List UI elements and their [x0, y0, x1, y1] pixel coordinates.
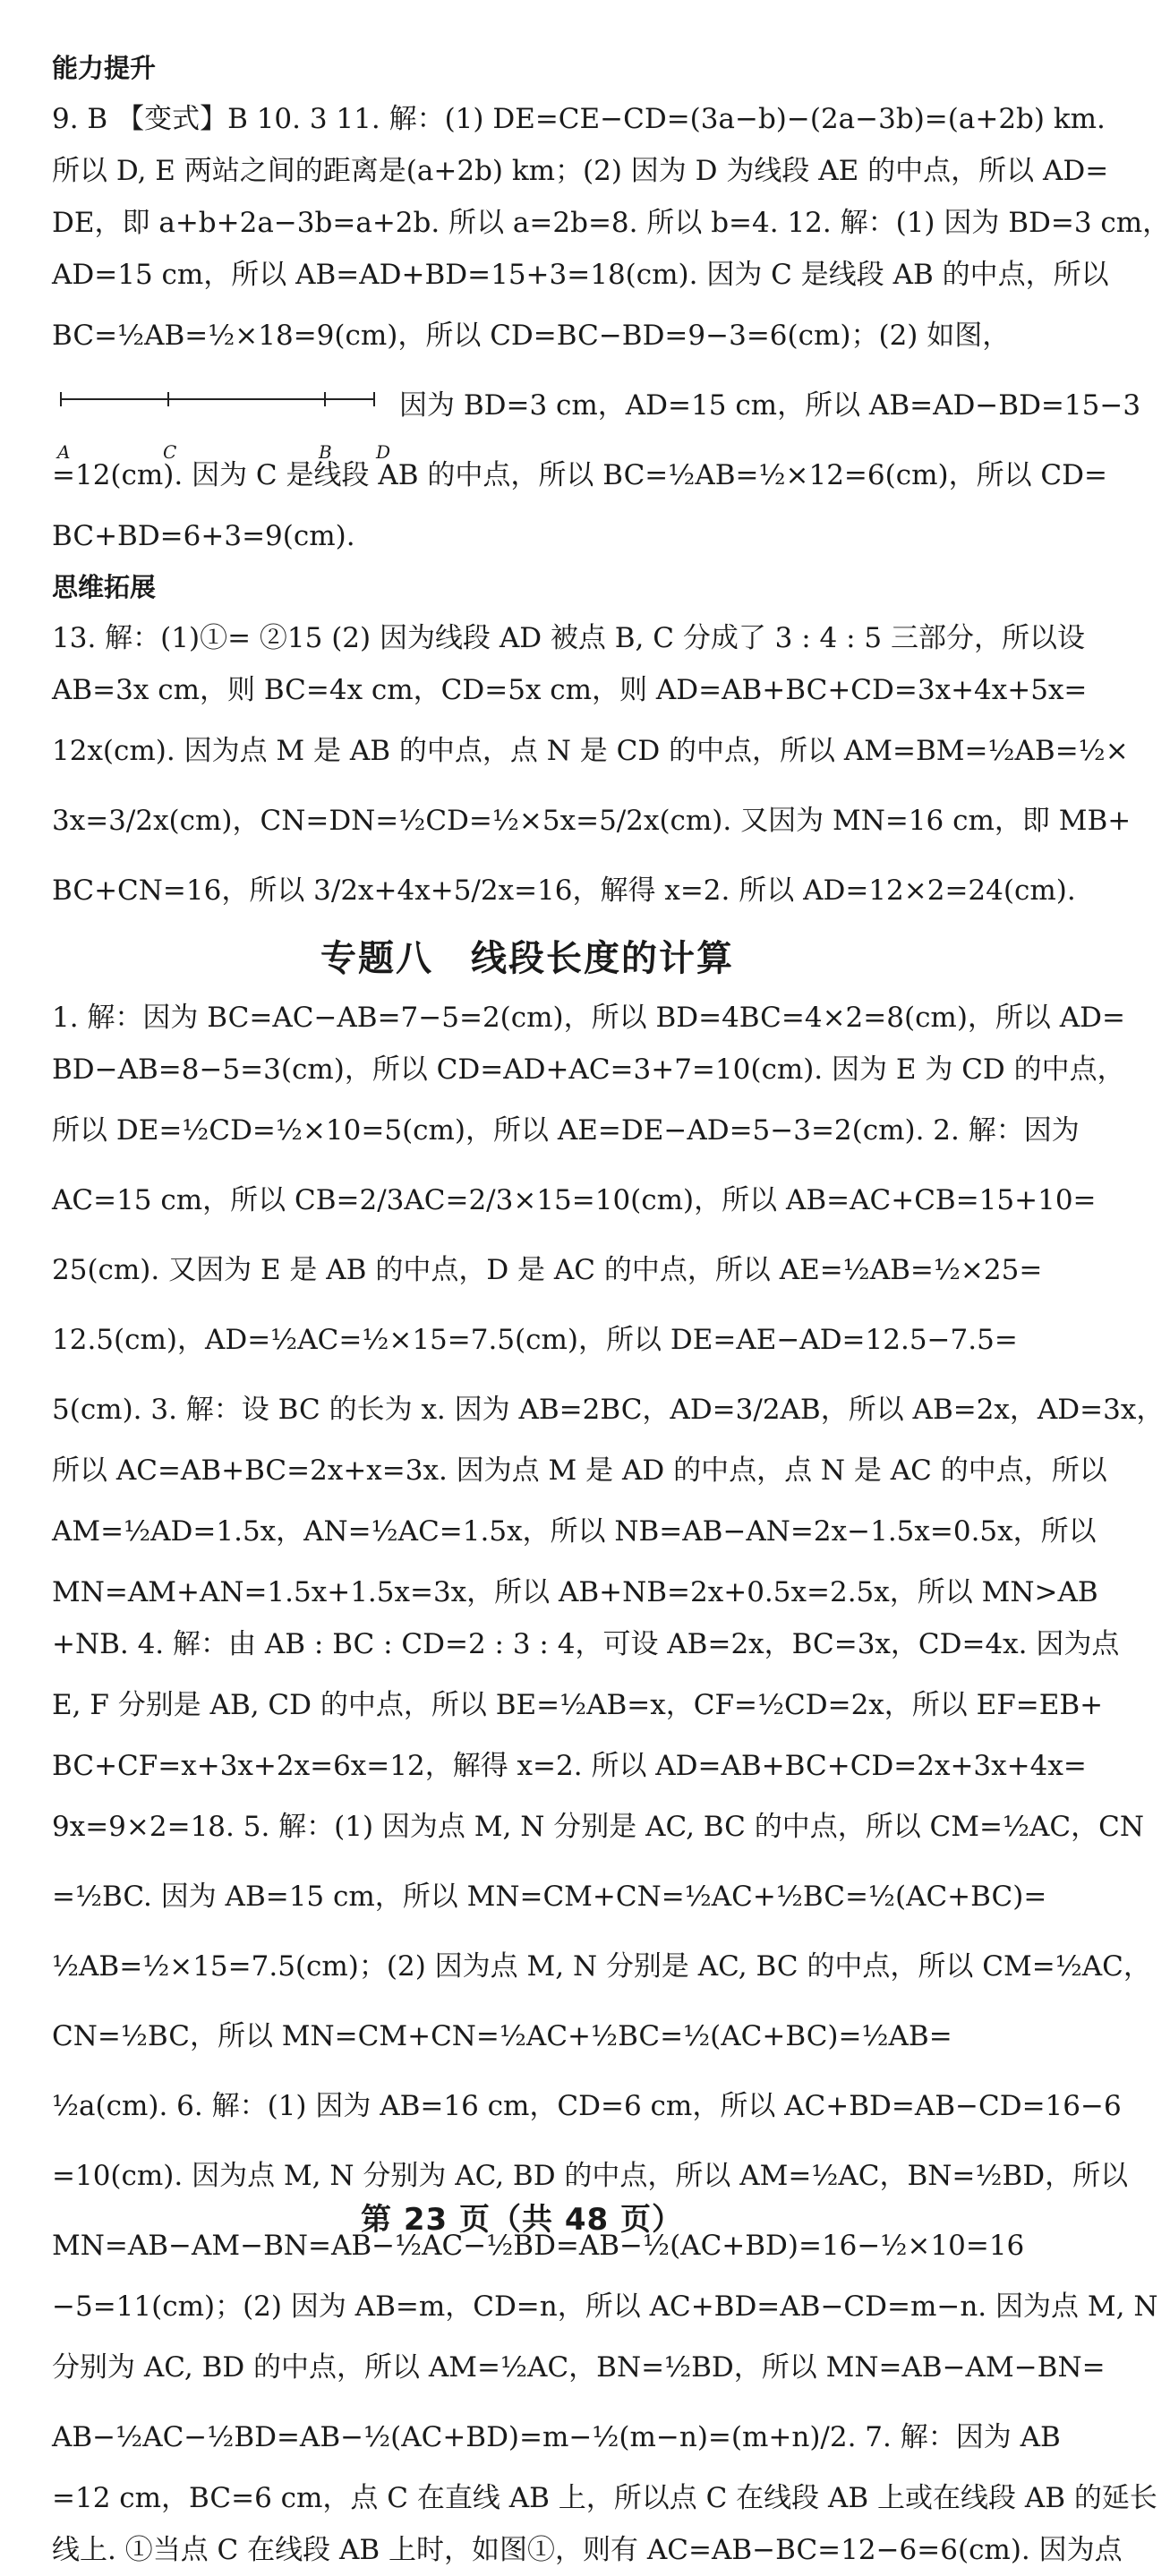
label-b: B	[319, 441, 332, 463]
text-line: AM=½AD=1.5x，AN=½AC=1.5x，所以 NB=AB−AN=2x−1.5x=0.5x，所以	[52, 1515, 1097, 1548]
topic-title: 专题八 线段长度的计算	[320, 938, 734, 979]
text-line: ½a(cm). 6. 解：(1) 因为 AB=16 cm，CD=6 cm，所以 AC+BD=AB−CD=16−6	[52, 2090, 1122, 2122]
text-line: =½BC. 因为 AB=15 cm，所以 MN=CM+CN=½AC+½BC=½(AC+BC)=	[52, 1881, 1047, 1913]
text-line: 9x=9×2=18. 5. 解：(1) 因为点 M, N 分别是 AC, BC 的中点，所以 CM=½AC，CN	[52, 1811, 1144, 1843]
text-line: MN=AB−AM−BN=AB−½AC−½BD=AB−½(AC+BD)=16−½×10=16	[52, 2230, 1025, 2262]
label-c: C	[163, 441, 177, 463]
label-a: A	[57, 441, 71, 463]
text-line: BC+BD=6+3=9(cm).	[52, 520, 355, 552]
page-footer: 第 23 页（共 48 页）	[361, 2202, 683, 2238]
text-line: =12(cm). 因为 C 是线段 AB 的中点，所以 BC=½AB=½×12=6(cm)，所以 CD=	[52, 459, 1107, 491]
text-line: BC+CF=x+3x+2x=6x=12，解得 x=2. 所以 AD=AB+BC+CD=2x+3x+4x=	[52, 1750, 1087, 1782]
section-heading: 能力提升	[52, 53, 157, 83]
segment-figure	[52, 371, 1141, 463]
text-line: AB−½AC−½BD=AB−½(AC+BD)=m−½(m−n)=(m+n)/2. 7. 解：因为 AB	[52, 2421, 1061, 2453]
text-line: 3x=3/2x(cm)，CN=DN=½CD=½×5x=5/2x(cm). 又因为 MN=16 cm，即 MB+	[52, 805, 1132, 837]
text-line: BC=½AB=½×18=9(cm)，所以 CD=BC−BD=9−3=6(cm)；(2) 如图，	[52, 320, 1011, 352]
text-line: AB=3x cm，则 BC=4x cm，CD=5x cm，则 AD=AB+BC+CD=3x+4x+5x=	[52, 674, 1088, 706]
answer-block-2	[52, 440, 1107, 562]
answer-block-1	[52, 93, 1170, 371]
text-line: 9. B 【变式】B 10. 3 11. 解：(1) DE=CE−CD=(3a−b)−(2a−3b)=(a+2b) km.	[52, 103, 1106, 135]
text-line: E, F 分别是 AB, CD 的中点，所以 BE=½AB=x，CF=½CD=2x，所以 EF=EB+	[52, 1689, 1104, 1721]
text-line: ½AB=½×15=7.5(cm)；(2) 因为点 M, N 分别是 AC, BC 的中点，所以 CM=½AC，	[52, 1950, 1151, 1983]
text-line: =10(cm). 因为点 M, N 分别为 AC, BD 的中点，所以 AM=½AC，BN=½BD，所以	[52, 2160, 1129, 2192]
text-line: BD−AB=8−5=3(cm)，所以 CD=AD+AC=3+7=10(cm). 因为 E 为 CD 的中点，	[52, 1053, 1125, 1086]
text-line: 12x(cm). 因为点 M 是 AB 的中点，点 N 是 CD 的中点，所以 AM=BM=½AB=½×	[52, 735, 1129, 767]
text-line: +NB. 4. 解：由 AB : BC : CD=2 : 3 : 4，可设 AB=2x，BC=3x，CD=4x. 因为点	[52, 1628, 1120, 1660]
line-segment-diagram	[52, 380, 392, 442]
text-line: AD=15 cm，所以 AB=AD+BD=15+3=18(cm). 因为 C 是线段 AB 的中点，所以	[52, 259, 1109, 291]
figure-line	[52, 371, 1141, 463]
section-heading: 思维拓展	[52, 572, 157, 602]
text-line: 线上. ①当点 C 在线段 AB 上时，如图①，则有 AC=AB−BC=12−6=6(cm). 因为点	[52, 2534, 1123, 2566]
answer-block-3	[52, 612, 1132, 925]
text-line: 5(cm). 3. 解：设 BC 的长为 x. 因为 AB=2BC，AD=3/2AB，所以 AB=2x，AD=3x，	[52, 1394, 1165, 1426]
text-line: 所以 D, E 两站之间的距离是(a+2b) km；(2) 因为 D 为线段 AE 的中点，所以 AD=	[52, 155, 1109, 187]
label-d: D	[376, 441, 391, 463]
text-line: BC+CN=16，所以 3/2x+4x+5/2x=16，解得 x=2. 所以 AD=12×2=24(cm).	[52, 874, 1076, 907]
text-line: −5=11(cm)；(2) 因为 AB=m，CD=n，所以 AC+BD=AB−CD=m−n. 因为点 M, N	[52, 2290, 1158, 2323]
text-line: 13. 解：(1)①= ②15 (2) 因为线段 AD 被点 B, C 分成了 3 : 4 : 5 三部分，所以设	[52, 622, 1086, 654]
text-line: AC=15 cm，所以 CB=2/3AC=2/3×15=10(cm)，所以 AB=AC+CB=15+10=	[52, 1184, 1097, 1216]
text-line: DE，即 a+b+2a−3b=a+2b. 所以 a=2b=8. 所以 b=4. 12. 解：(1) 因为 BD=3 cm，	[52, 207, 1170, 239]
text-line: 25(cm). 又因为 E 是 AB 的中点，D 是 AC 的中点，所以 AE=½AB=½×25=	[52, 1254, 1043, 1286]
text-line: 分别为 AC, BD 的中点，所以 AM=½AC，BN=½BD，所以 MN=AB−AM−BN=	[52, 2351, 1106, 2384]
text-line: 12.5(cm)，AD=½AC=½×15=7.5(cm)，所以 DE=AE−AD=12.5−7.5=	[52, 1324, 1018, 1356]
text-line: MN=AM+AN=1.5x+1.5x=3x，所以 AB+NB=2x+0.5x=2.5x，所以 MN>AB	[52, 1576, 1098, 1608]
text-line: 所以 DE=½CD=½×10=5(cm)，所以 AE=DE−AD=5−3=2(cm). 2. 解：因为	[52, 1114, 1080, 1147]
figure-text: 因为 BD=3 cm，AD=15 cm，所以 AB=AD−BD=15−3	[399, 389, 1141, 422]
text-line: 1. 解：因为 BC=AC−AB=7−5=2(cm)，所以 BD=4BC=4×2=8(cm)，所以 AD=	[52, 1002, 1125, 1034]
text-line: CN=½BC，所以 MN=CM+CN=½AC+½BC=½(AC+BC)=½AB=	[52, 2020, 952, 2052]
text-line: 所以 AC=AB+BC=2x+x=3x. 因为点 M 是 AD 的中点，点 N 是 AC 的中点，所以	[52, 1454, 1107, 1487]
answer-block-4	[52, 992, 1165, 2576]
text-line: =12 cm，BC=6 cm，点 C 在直线 AB 上，所以点 C 在线段 AB 上或在线段 AB 的延长	[52, 2482, 1157, 2514]
